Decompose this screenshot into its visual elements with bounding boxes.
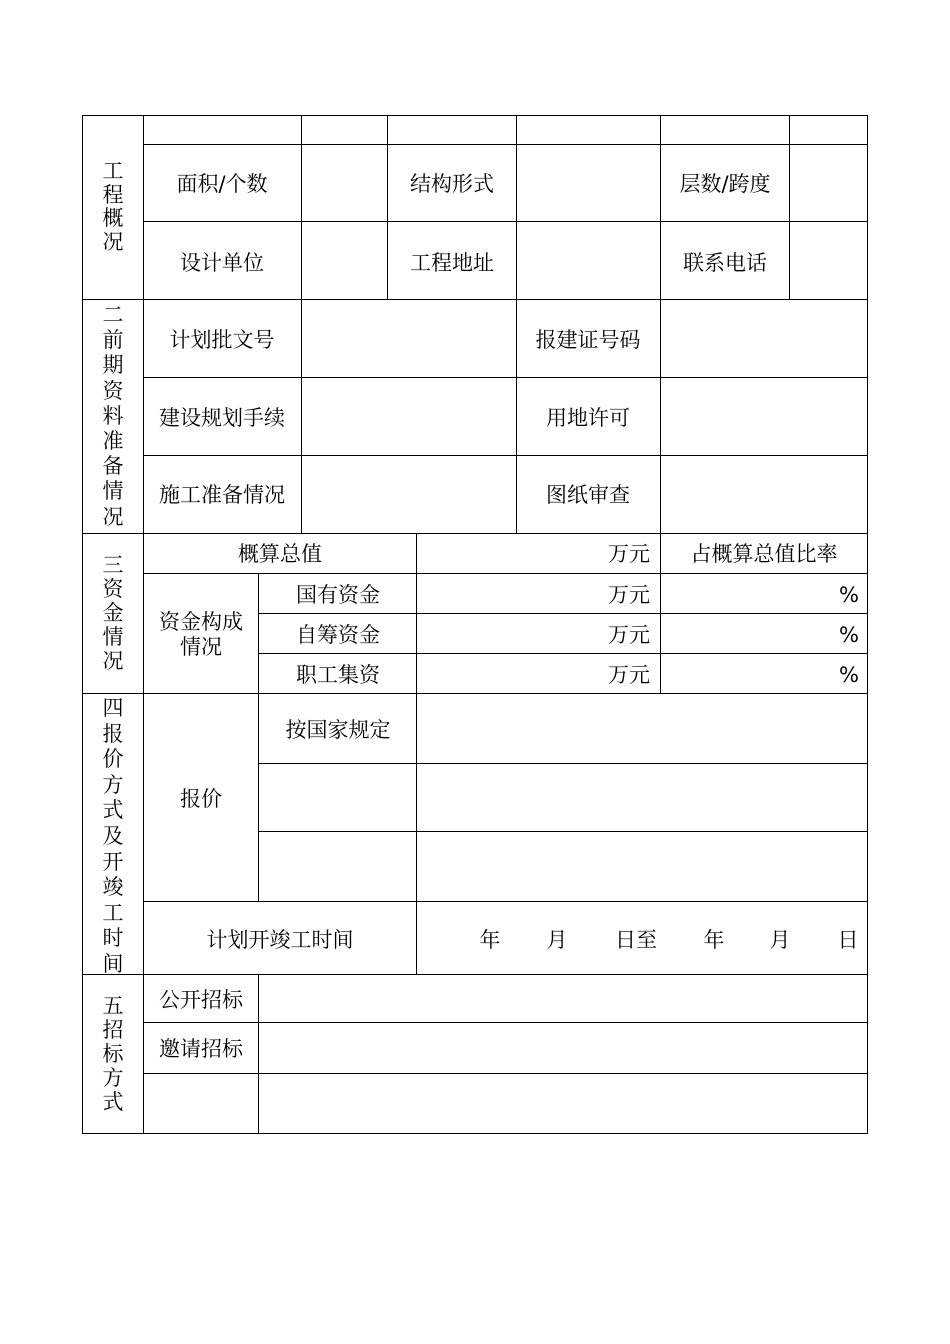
section-title-quote: 四报价方式及开竣工时间 (102, 696, 124, 976)
row-divider (143, 901, 868, 902)
national-regulation-label: 按国家规定 (285, 718, 391, 742)
construction-permit-number-label: 报建证号码 (535, 328, 641, 352)
start-day-to-unit: 日至 (615, 928, 657, 952)
form-border-left (82, 115, 83, 1134)
end-day-unit: 日 (837, 928, 859, 952)
land-use-permit-label: 用地许可 (546, 406, 630, 430)
form-border-bottom (82, 1133, 868, 1134)
end-year-unit: 年 (703, 928, 725, 952)
section-title-funds: 三资金情况 (102, 553, 124, 673)
area-count-label: 面积/个数 (176, 172, 268, 196)
column-divider (387, 115, 388, 299)
drawing-review-label: 图纸审查 (546, 483, 630, 507)
form-border-right (867, 115, 868, 1134)
quote-label: 报价 (180, 787, 222, 811)
row-divider (143, 221, 868, 222)
section-divider (82, 974, 868, 975)
section-divider (82, 533, 868, 534)
column-divider (660, 115, 661, 533)
plan-approval-number-label: 计划批文号 (169, 328, 275, 352)
fund-composition-label: 资金构成情况 (159, 610, 243, 659)
section-title-overview: 工程概况 (102, 159, 124, 254)
row-divider (143, 573, 868, 574)
start-month-unit: 月 (546, 928, 568, 952)
end-month-unit: 月 (769, 928, 791, 952)
open-tender-label: 公开招标 (159, 988, 243, 1012)
section-title-tender: 五招标方式 (102, 994, 124, 1114)
self-raised-funds-unit: 万元 (608, 623, 650, 647)
row-divider (143, 455, 868, 456)
staff-funds-percent: % (839, 663, 859, 687)
budget-total-label: 概算总值 (238, 542, 322, 566)
invited-tender-label: 邀请招标 (159, 1037, 243, 1061)
floors-span-label: 层数/跨度 (679, 172, 771, 196)
row-divider (258, 763, 868, 764)
project-address-label: 工程地址 (410, 251, 494, 275)
start-year-unit: 年 (479, 928, 501, 952)
row-divider (143, 1022, 868, 1023)
self-raised-funds-percent: % (839, 623, 859, 647)
budget-ratio-label: 占概算总值比率 (690, 542, 838, 566)
section-divider (82, 299, 868, 300)
budget-unit: 万元 (608, 542, 650, 566)
staff-funds-unit: 万元 (608, 663, 650, 687)
state-funds-unit: 万元 (608, 583, 650, 607)
planning-procedures-label: 建设规划手续 (159, 406, 285, 430)
column-divider (258, 974, 259, 1133)
state-funds-label: 国有资金 (296, 583, 380, 607)
staff-funds-label: 职工集资 (296, 663, 380, 687)
section-label-divider (143, 115, 144, 1134)
row-divider (143, 377, 868, 378)
row-divider (143, 144, 868, 145)
row-divider (258, 831, 868, 832)
construction-preparation-label: 施工准备情况 (159, 483, 285, 507)
form-border-top (82, 115, 868, 116)
column-divider (416, 533, 417, 974)
column-divider (516, 115, 517, 533)
column-divider (258, 573, 259, 901)
column-divider (301, 115, 302, 533)
planned-schedule-label: 计划开竣工时间 (206, 928, 354, 952)
structure-type-label: 结构形式 (410, 172, 494, 196)
row-divider (258, 613, 868, 614)
column-divider (789, 115, 790, 299)
design-unit-label: 设计单位 (180, 251, 264, 275)
row-divider (258, 653, 868, 654)
row-divider (143, 1073, 868, 1074)
section-title-preparation: 二前期资料准备情况 (102, 303, 124, 529)
self-raised-funds-label: 自筹资金 (296, 623, 380, 647)
state-funds-percent: % (839, 583, 859, 607)
column-divider (660, 533, 661, 693)
contact-phone-label: 联系电话 (683, 251, 767, 275)
section-divider (82, 693, 868, 694)
